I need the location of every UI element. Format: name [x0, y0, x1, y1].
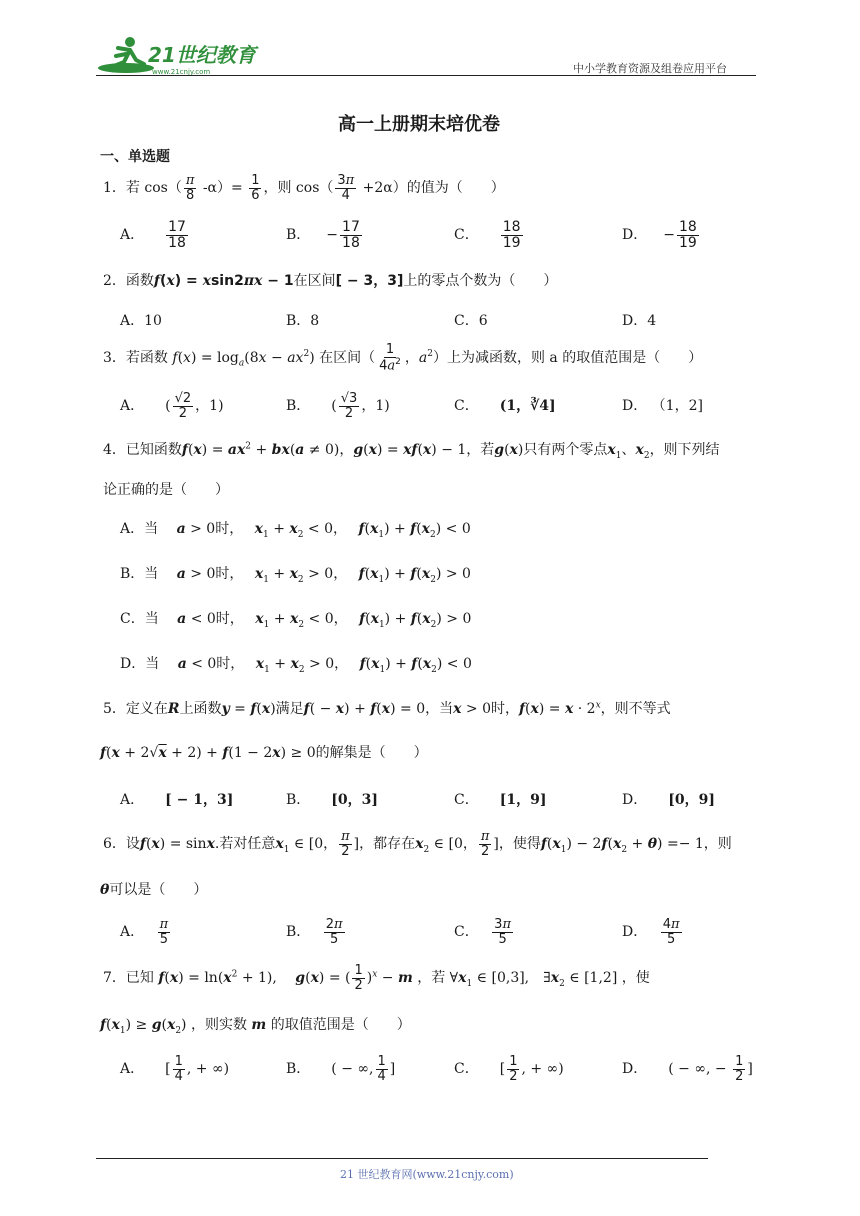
site-logo: [96, 34, 266, 80]
q6-option-b[interactable]: B． $\frac{2\pi}{5}$: [286, 917, 343, 947]
logo-url: www.21cnjy.com: [152, 68, 211, 76]
footer-divider: [96, 1158, 708, 1159]
question-3: 3．若函数 $f(x) = \log_a(8x - ax^2)$ 在区间（ $\frac{1}{4a^2}$ ，$a^2$）上为减函数，则 a 的取值范围是（ ）: [103, 342, 703, 373]
q2-option-a[interactable]: A．10: [120, 313, 162, 329]
q1-option-b[interactable]: B． − $\frac{17}{18}$: [286, 219, 360, 251]
question-4: 4．已知函数$f(x) = ax^2 + bx(a \ne 0)$，g(x) = xf(x) − 1，若g(x)只有两个零点$x_1$、$x_2$，则下列结: [103, 441, 720, 461]
q4-option-b[interactable]: B．当 a > 0时， $x_1 + x_2 > 0$， $f(x_1) + f(x_2) > 0$: [120, 566, 471, 585]
question-number: 2．: [103, 273, 126, 289]
q7-option-b[interactable]: B． ( − ∞, $\frac{1}{4}$ ]: [286, 1054, 396, 1084]
q3-option-c[interactable]: C． (1，∛4]: [454, 398, 556, 414]
q1-option-a[interactable]: A． $\frac{17}{18}$: [120, 219, 186, 251]
q6-option-a[interactable]: A． $\frac{\pi}{5}$: [120, 917, 169, 947]
q5-option-d[interactable]: D． [0，9]: [622, 792, 715, 808]
q1-option-c[interactable]: C． $\frac{18}{19}$: [454, 219, 521, 251]
footer-link[interactable]: 21 世纪教育网(www.21cnjy.com): [340, 1168, 514, 1181]
platform-label: 中小学教育资源及组卷应用平台: [573, 62, 727, 75]
q4-option-a[interactable]: A．当 a > 0时， $x_1 + x_2 < 0$， $f(x_1) + f(x_2) < 0$: [120, 521, 471, 540]
q4-option-c[interactable]: C．当 a < 0时， $x_1 + x_2 < 0$， $f(x_1) + f(x_2) > 0$: [120, 611, 472, 630]
question-number: 3．: [103, 349, 126, 366]
page-title: 高一上册期末培优卷: [338, 114, 500, 135]
q6-option-d[interactable]: D． $\frac{4\pi}{5}$: [622, 917, 680, 947]
question-number: 4．: [103, 442, 126, 458]
question-1: 1．若 cos（ $\frac{\pi}{8}$ -α）= $\frac{1}{6}$ ，则 cos（ $\frac{3\pi}{4}$ +2α）的值为（ ）: [103, 173, 505, 203]
q5-option-b[interactable]: B． [0，3]: [286, 792, 379, 808]
q3-option-a[interactable]: A． ( $\frac{√2}{2}$ ，1): [120, 391, 224, 421]
question-number: 5．: [103, 701, 126, 717]
question-6: 6．设f(x) = sinx.若对任意$x_1$ ∈ [0， $\frac{\pi}{2}$ ]，都存在$x_2$ ∈ [0， $\frac{\pi}{2}$ ]，使得$f(x_1) - 2f(x_2 + \theta) =- 1$，则: [103, 829, 732, 859]
q2-option-b[interactable]: B．8: [286, 313, 320, 329]
q2-option-d[interactable]: D．4: [622, 313, 657, 329]
q1-option-d[interactable]: D． − $\frac{18}{19}$: [622, 219, 697, 251]
q3-option-b[interactable]: B． ( $\frac{√3}{2}$ ，1): [286, 391, 390, 421]
question-5: 5．定义在R上函数y = f(x)满足f( − x) + f(x) = 0，当x > 0时，$f(x) = x \cdot 2^x$，则不等式: [103, 700, 671, 717]
question-4-line2: 论正确的是（ ）: [103, 482, 229, 498]
question-7-line2: $f(x_1) \ge g(x_2)$ ，则实数 m 的取值范围是（ ）: [100, 1017, 411, 1036]
q6-option-c[interactable]: C． $\frac{3\pi}{5}$: [454, 917, 511, 947]
question-6-line2: θ可以是（ ）: [100, 882, 208, 898]
question-2: 2．函数f(x) = xsin2πx − 1在区间[ − 3，3]上的零点个数为（ ）: [103, 273, 558, 289]
q4-option-d[interactable]: D．当 a < 0时， $x_1 + x_2 > 0$， $f(x_1) + f(x_2) < 0$: [120, 656, 472, 675]
header-divider: [96, 75, 756, 76]
q7-option-d[interactable]: D． ( − ∞, − $\frac{1}{2}$ ]: [622, 1054, 753, 1084]
question-7: 7．已知 $f(x) = \ln(x^2 + 1)$, g(x) = ( $\frac{1}{2}$ )$^x$ − m ，若 $\forall x_1$ ∈ [0,3], $\exists x_2$ ∈ [1,2] ，使: [103, 963, 650, 993]
q5-option-c[interactable]: C． [1，9]: [454, 792, 547, 808]
q2-option-c[interactable]: C．6: [454, 313, 488, 329]
section-heading: 一、单选题: [100, 149, 170, 165]
q7-option-c[interactable]: C． [ $\frac{1}{2}$ , + ∞): [454, 1054, 564, 1084]
q5-option-a[interactable]: A． [ − 1，3]: [120, 792, 234, 808]
question-number: 1．: [103, 180, 126, 197]
logo-text: 21世纪教育: [148, 43, 256, 67]
question-number: 7．: [103, 970, 126, 987]
q7-option-a[interactable]: A． [ $\frac{1}{4}$ , + ∞): [120, 1054, 230, 1084]
question-5-line2: f(x + 2√x + 2) + f(1 − 2x) ≥ 0的解集是（ ）: [100, 745, 428, 761]
question-number: 6．: [103, 836, 126, 853]
q3-option-d[interactable]: D． （1，2]: [622, 398, 703, 414]
